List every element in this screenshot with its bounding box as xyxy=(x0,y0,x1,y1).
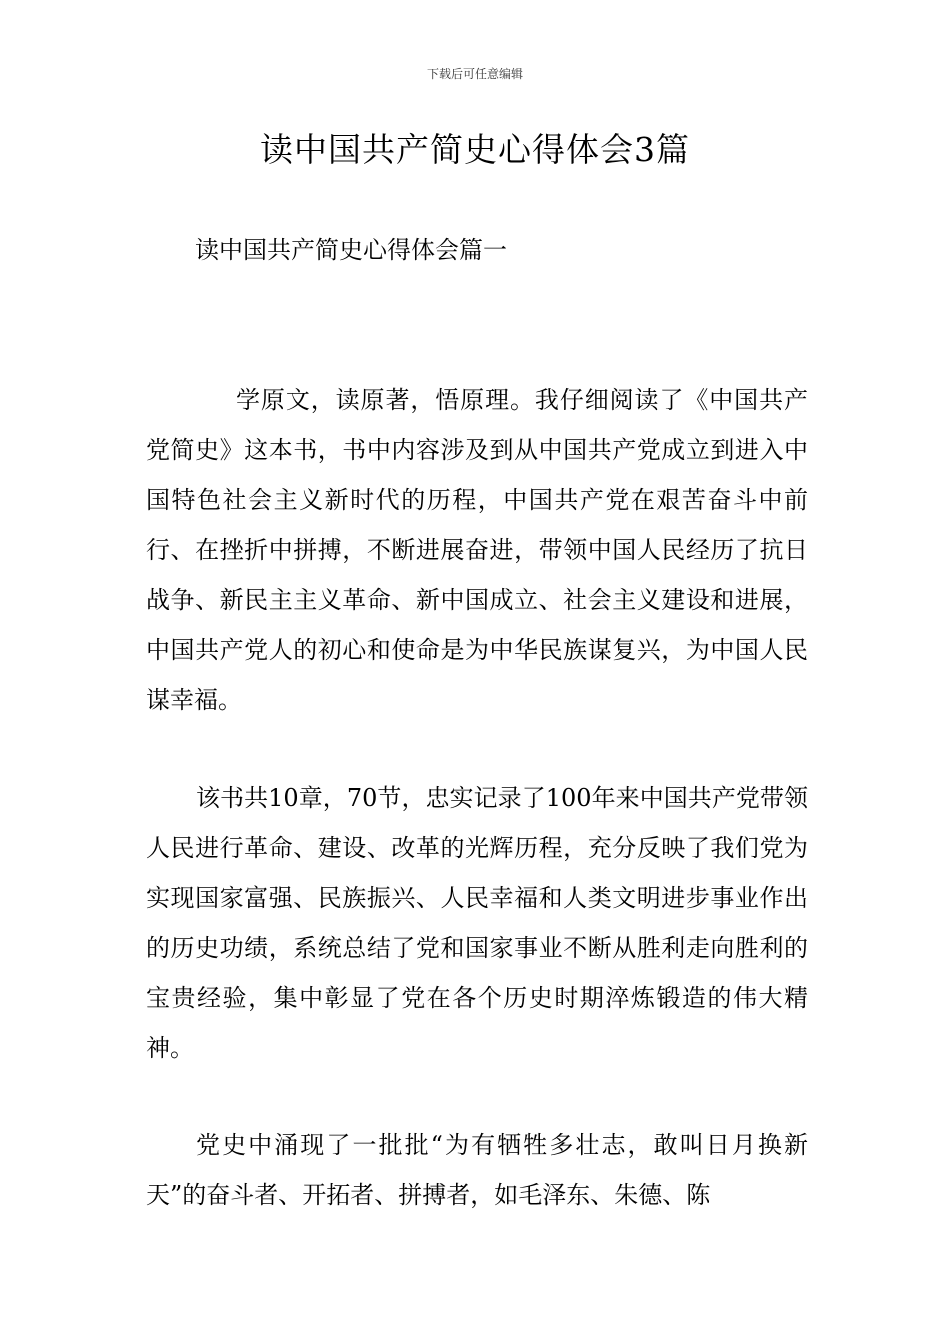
paragraph-1: 学原文，读原著，悟原理。我仔细阅读了《中国共产党简史》这本书，书中内容涉及到从中国共产党成立到进入中国特色社会主义新时代的历程，中国共产党在艰苦奋斗中前行、在挫折中拼搏，不断进展奋进，带领中国人民经历了抗日战争、新民主主义革命、新中国成立、社会主义建设和进展，中国共产党人的初心和使命是为中华民族谋复兴，为中国人民谋幸福。 xyxy=(146,386,808,714)
paragraph-3: 党史中涌现了一批批“为有牺牲多壮志，敢叫日月换新天”的奋斗者、开拓者、拼搏者，如毛泽东、朱德、陈 xyxy=(146,1131,808,1209)
header-note: 下载后可任意编辑 xyxy=(426,67,523,81)
section-heading: 读中国共产简史心得体会篇一 xyxy=(195,236,507,264)
document-title: 读中国共产简史心得体会3篇 xyxy=(260,130,690,169)
paragraph-2: 该书共10章，70节，忠实记录了100年来中国共产党带领人民进行革命、建设、改革的光辉历程，充分反映了我们党为实现国家富强、民族振兴、人民幸福和人类文明进步事业作出的历史功绩，系统总结了党和国家事业不断从胜利走向胜利的宝贵经验，集中彰显了党在各个历史时期淬炼锻造的伟大精神。 xyxy=(146,784,808,1062)
